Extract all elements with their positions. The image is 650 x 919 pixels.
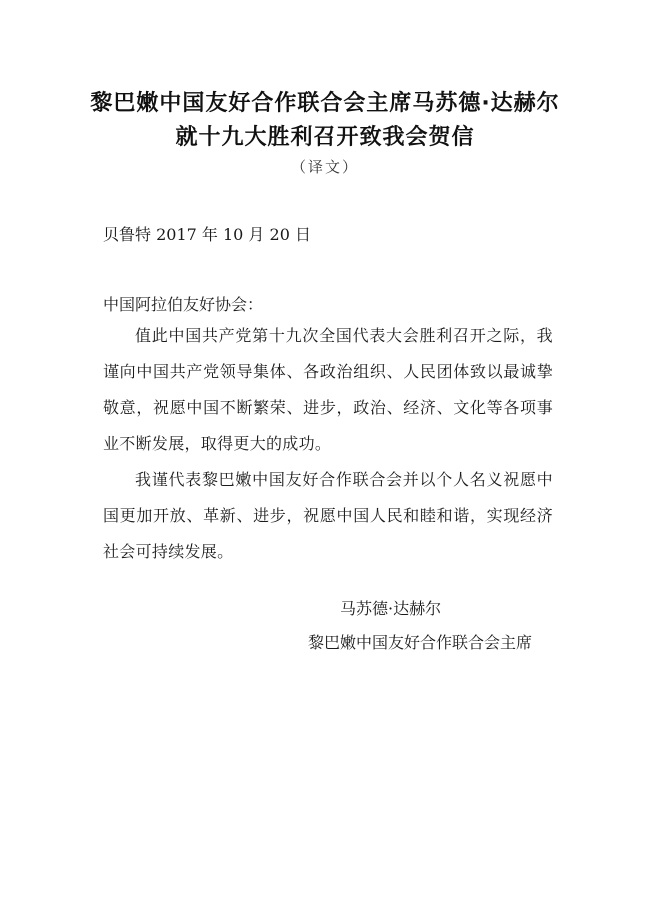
document-title-line-2: 就十九大胜利召开致我会贺信 — [175, 125, 475, 150]
letter-paragraph-2: 我谨代表黎巴嫩中国友好合作联合会并以个人名义祝愿中国更加开放、革新、进步，祝愿中国人民和睦和谐，实现经济社会可持续发展。 — [103, 470, 553, 561]
signature-title: 黎巴嫩中国友好合作联合会主席 — [308, 633, 533, 652]
document-subtitle: （译文） — [290, 158, 359, 176]
letter-salutation: 中国阿拉伯友好协会： — [103, 295, 264, 314]
letter-dateline: 贝鲁特 2017 年 10 月 20 日 — [103, 225, 311, 244]
document-title-line-1: 黎巴嫩中国友好合作联合会主席马苏德·达赫尔 — [90, 91, 560, 116]
letter-paragraph-1: 值此中国共产党第十九次全国代表大会胜利召开之际，我谨向中国共产党领导集体、各政治组织、人民团体致以最诚挚敬意，祝愿中国不断繁荣、进步，政治、经济、文化等各项事业不断发展，取得更大的成功。 — [103, 326, 553, 453]
signature-name: 马苏德·达赫尔 — [340, 599, 442, 618]
